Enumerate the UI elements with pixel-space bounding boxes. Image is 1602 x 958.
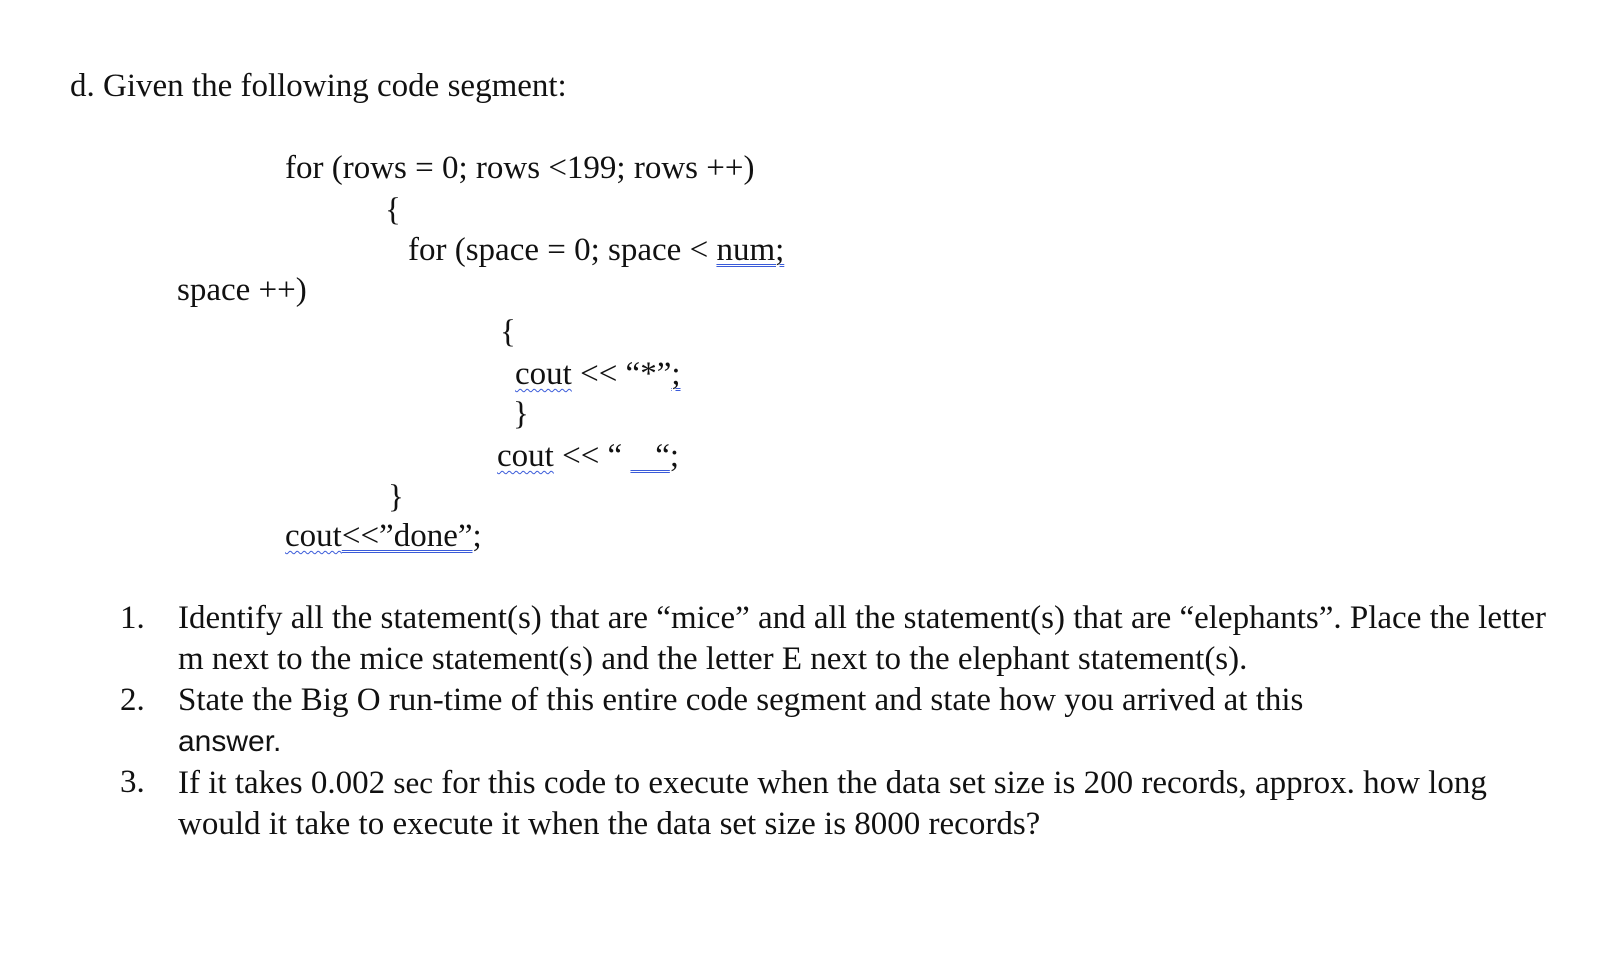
code-done-string: <<”done”: [341, 518, 473, 554]
code-cout-token: cout: [285, 518, 342, 554]
list-item-text: State the Big O run-time of this entire code segment and state how you arrived at this: [178, 682, 1304, 718]
question-heading: d. Given the following code segment:: [70, 68, 567, 104]
list-item: [120, 680, 1560, 762]
code-num-token: num;: [716, 232, 785, 268]
question-list: [120, 598, 1560, 845]
code-cout-star: [515, 354, 681, 394]
code-semicolon: ;: [472, 518, 482, 554]
list-item-text-continued: answer.: [178, 725, 282, 758]
code-inner-for-text: for (space = 0; space <: [408, 232, 717, 268]
code-open-brace-inner: {: [500, 314, 516, 350]
code-inner-for-loop: [408, 230, 784, 270]
code-inner-for-increment: space ++): [177, 272, 307, 308]
code-cout-token: cout: [515, 356, 572, 392]
code-cout-star-text: << “*”: [571, 356, 672, 392]
list-item-text: If it takes 0.002: [178, 765, 394, 801]
code-cout-space: [497, 436, 679, 476]
code-open-brace-outer: {: [385, 192, 401, 228]
code-cout-done: [285, 516, 482, 556]
code-close-brace-outer: }: [388, 479, 404, 515]
list-number: 3.: [120, 764, 145, 800]
list-item-text: Identify all the statement(s) that are “mice” and all the statement(s) that are “elephants”. Place the letter m next to the mice statement(s) and the letter E next to the elephant statement(s).: [178, 600, 1546, 677]
list-number: 1.: [120, 600, 145, 636]
code-cout-token: cout: [497, 438, 554, 474]
code-close-brace-inner: }: [513, 396, 529, 432]
code-semicolon: ;: [671, 356, 681, 392]
list-item: [120, 598, 1560, 680]
code-cout-space-text: << “: [553, 438, 631, 474]
list-number: 2.: [120, 682, 145, 718]
list-item: [120, 762, 1560, 845]
code-semicolon: ;: [669, 438, 680, 474]
list-item-unit: sec: [393, 765, 433, 800]
code-space-string: “: [630, 438, 670, 474]
code-outer-for-loop: for (rows = 0; rows <199; rows ++): [285, 150, 755, 186]
list-item-text-rest: for this code to execute when the data set size is 200 records, approx. how long would it take to execute it when the data set size is 8000 records?: [178, 765, 1487, 842]
